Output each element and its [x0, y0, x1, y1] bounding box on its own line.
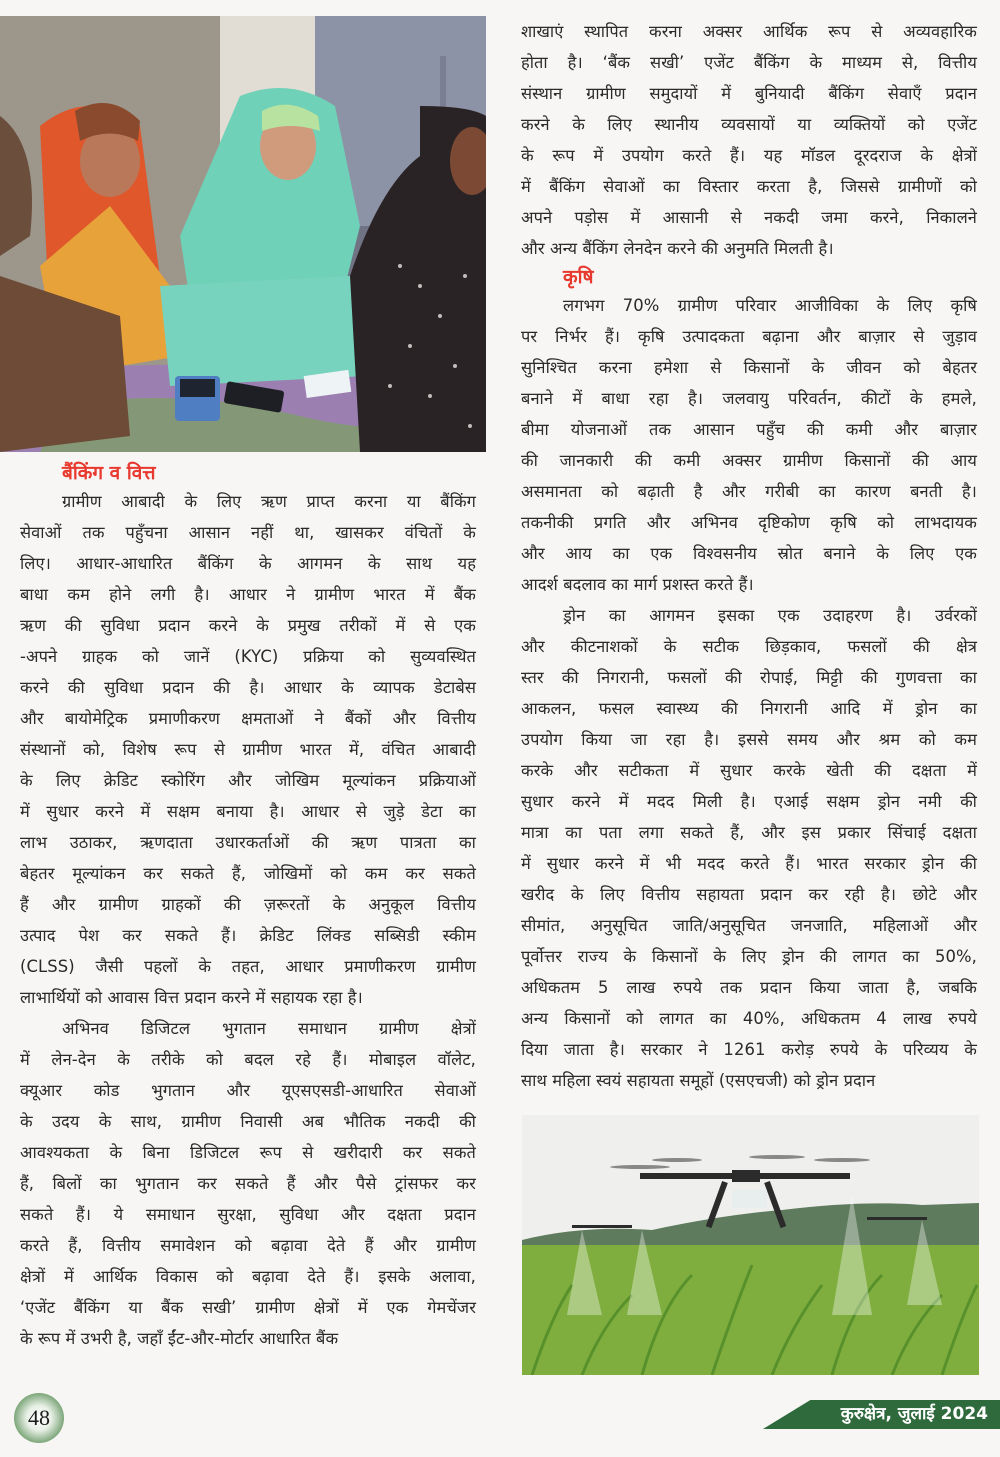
right-column	[521, 16, 977, 1096]
text-line: पर निर्भर हैं। कृषि उत्पादकता बढ़ाना और बाज़ार से जुड़ाव	[521, 327, 977, 346]
text-line: लिए। आधार-आधारित बैंकिंग के आगमन के साथ यह	[20, 554, 476, 573]
text-line: करके और सटीकता में सुधार करके खेती की दक्षता में	[521, 761, 977, 780]
text-line: आवश्यकता के बिना डिजिटल रूप से खरीदारी कर सकते	[20, 1143, 476, 1162]
text-line: में लेन-देन के तरीके को बदल रहे हैं। मोबाइल वॉलेट,	[20, 1050, 476, 1069]
text-line: की जानकारी की कमी अक्सर ग्रामीण किसानों की आय	[521, 451, 977, 470]
text-line: -अपने ग्राहक को जानें (KYC) प्रक्रिया को सुव्यवस्थित	[20, 647, 476, 666]
text-line: ड्रोन का आगमन इसका एक उदाहरण है। उर्वरकों	[563, 606, 977, 625]
drone-paragraph	[521, 600, 977, 1096]
text-line: क्यूआर कोड भुगतान और यूएसएसडी-आधारित सेवाओं	[20, 1081, 476, 1100]
text-line: संस्थान ग्रामीण समुदायों में बुनियादी बैंकिंग सेवाएँ प्रदान	[521, 84, 977, 103]
text-line: में बैंकिंग सेवाओं का विस्तार करता है, जिससे ग्रामीणों को	[521, 177, 977, 196]
text-line: खरीद के लिए वित्तीय सहायता प्रदान कर रही है। छोटे और	[521, 885, 977, 904]
text-line: अन्य किसानों को लागत का 40%, अधिकतम 4 लाख रुपये	[521, 1009, 977, 1028]
text-line: सुधार करने में मदद मिली है। एआई सक्षम ड्रोन नमी की	[521, 792, 977, 811]
text-line: बेहतर मूल्यांकन कर सकते हैं, जोखिमों को कम कर सकते	[20, 864, 476, 883]
text-line: उत्पाद पेश कर सकते हैं। क्रेडिट लिंक्ड सब्सिडी स्कीम	[20, 926, 476, 945]
section-heading-agriculture: कृषि	[563, 266, 594, 288]
text-line: सकते हैं। ये समाधान सुरक्षा, सुविधा और दक्षता प्रदान	[20, 1205, 476, 1224]
text-line: बनाने में बाधा रहा है। जलवायु परिवर्तन, कीटों के हमले,	[521, 389, 977, 408]
text-line: ग्रामीण आबादी के लिए ऋण प्राप्त करना या बैंकिंग	[62, 492, 476, 511]
drone-field-illustration	[522, 1115, 979, 1375]
text-line: और अन्य बैंकिंग लेनदेन करने की अनुमति मिलती है।	[521, 239, 834, 258]
text-line: करने की सुविधा प्रदान की है। आधार के व्यापक डेटाबेस	[20, 678, 476, 697]
text-line: पूर्वोत्तर राज्य के किसानों के लिए ड्रोन की लागत का 50%,	[521, 947, 977, 966]
text-line: और आय का एक विश्वसनीय स्रोत बनाने के लिए एक	[521, 544, 977, 563]
text-line: हैं, बिलों का भुगतान कर सकते हैं और पैसे ट्रांसफर कर	[20, 1174, 476, 1193]
text-line: सेवाओं तक पहुँचना आसान नहीं था, खासकर वंचितों के	[20, 523, 476, 542]
page-number-badge: 48	[14, 1393, 64, 1443]
text-line: के उदय के साथ, ग्रामीण निवासी अब भौतिक नकदी की	[20, 1112, 476, 1131]
text-line: असमानता को बढ़ाती है और गरीबी का कारण बनती है।	[521, 482, 977, 501]
text-line: होता है। ‘बैंक सखी’ एजेंट बैंकिंग के माध्यम से, वित्तीय	[521, 53, 977, 72]
text-line: साथ महिला स्वयं सहायता समूहों (एसएचजी) को ड्रोन प्रदान	[521, 1071, 876, 1090]
text-line: आकलन, फसल स्वास्थ्य की निगरानी आदि में ड्रोन का	[521, 699, 977, 718]
agri-drones-photo	[522, 1115, 979, 1375]
text-line: संस्थानों को, विशेष रूप से ग्रामीण भारत में, वंचित आबादी	[20, 740, 476, 759]
text-line: में सुधार करने में भी मदद करते हैं। भारत सरकार ड्रोन की	[521, 854, 977, 873]
text-line: ऋण की सुविधा प्रदान करने के प्रमुख तरीकों में से एक	[20, 616, 476, 635]
text-line: में सुधार करने में सक्षम बनाया है। आधार से जुड़े डेटा का	[20, 802, 476, 821]
magazine-issue-title: कुरुक्षेत्र, जुलाई 2024	[840, 1404, 988, 1424]
text-line: अपने पड़ोस में आसानी से नकदी जमा करने, निकालने	[521, 208, 977, 227]
text-line: दिया जाता है। सरकार ने 1261 करोड़ रुपये के परिव्यय के	[521, 1040, 977, 1059]
text-line: अधिकतम 5 लाख रुपये तक प्रदान किया जाता है, जबकि	[521, 978, 977, 997]
text-line: लाभार्थियों को आवास वित्त प्रदान करने में सहायक रहा है।	[20, 988, 363, 1007]
text-line: लगभग 70% ग्रामीण परिवार आजीविका के लिए कृषि	[563, 296, 977, 315]
text-line: मात्रा का पता लगा सकते हैं, और इस प्रकार सिंचाई दक्षता	[521, 823, 977, 842]
text-line: बीमा योजनाओं तक आसान पहुँच की कमी और बाज़ार	[521, 420, 977, 439]
text-line: अभिनव डिजिटल भुगतान समाधान ग्रामीण क्षेत्रों	[62, 1019, 476, 1038]
banking-paragraph-2	[20, 1013, 476, 1354]
text-line: हैं और ग्रामीण ग्राहकों की ज़रूरतों के अनुकूल वित्तीय	[20, 895, 476, 914]
text-line: के रूप में उपयोग करते हैं। यह मॉडल दूरदराज के क्षेत्रों	[521, 146, 977, 165]
text-line: सुनिश्चित करना हमेशा से किसानों के जीवन को बेहतर	[521, 358, 977, 377]
text-line: स्तर की निगरानी, फसलों की रोपाई, मिट्टी की गुणवत्ता का	[521, 668, 977, 687]
banking-paragraph-1	[20, 486, 476, 1013]
bank-sakhi-paragraph	[521, 16, 977, 264]
women-banking-photo	[0, 16, 486, 452]
text-line: शाखाएं स्थापित करना अक्सर आर्थिक रूप से अव्यवहारिक	[521, 22, 977, 41]
text-line: तकनीकी प्रगति और अभिनव दृष्टिकोण कृषि को लाभदायक	[521, 513, 977, 532]
text-line: और बायोमेट्रिक प्रमाणीकरण क्षमताओं ने बैंकों और वित्तीय	[20, 709, 476, 728]
text-line: बाधा कम होने लगी है। आधार ने ग्रामीण भारत में बैंक	[20, 585, 476, 604]
text-line: के लिए क्रेडिट स्कोरिंग और जोखिम मूल्यांकन प्रक्रियाओं	[20, 771, 476, 790]
text-line: करने के लिए स्थानीय व्यवसायों या व्यक्तियों को एजेंट	[521, 115, 977, 134]
text-line: करते हैं, वित्तीय समावेशन को बढ़ावा देते हैं और ग्रामीण	[20, 1236, 476, 1255]
women-banking-illustration	[0, 16, 486, 452]
text-line: उपयोग किया जा रहा है। इससे समय और श्रम को कम	[521, 730, 977, 749]
section-heading-banking-finance: बैंकिंग व वित्त	[62, 462, 156, 484]
text-line: ‘एजेंट बैंकिंग या बैंक सखी’ ग्रामीण क्षेत्रों में एक गेमचेंजर	[20, 1298, 476, 1317]
text-line: सीमांत, अनुसूचित जाति/अनुसूचित जनजाति, महिलाओं और	[521, 916, 977, 935]
text-line: आदर्श बदलाव का मार्ग प्रशस्त करते हैं।	[521, 575, 754, 594]
agriculture-paragraph-1	[521, 290, 977, 600]
text-line: के रूप में उभरी है, जहाँ ईंट-और-मोर्टार आधारित बैंक	[20, 1329, 339, 1348]
text-line: क्षेत्रों में आर्थिक विकास को बढ़ावा देते हैं। इसके अलावा,	[20, 1267, 476, 1286]
text-line: (CLSS) जैसी पहलों के तहत, आधार प्रमाणीकरण ग्रामीण	[20, 957, 476, 976]
text-line: लाभ उठाकर, ऋणदाता उधारकर्ताओं की ऋण पात्रता का	[20, 833, 476, 852]
text-line: और कीटनाशकों के सटीक छिड़काव, फसलों की क्षेत्र	[521, 637, 977, 656]
left-column	[20, 460, 476, 1354]
